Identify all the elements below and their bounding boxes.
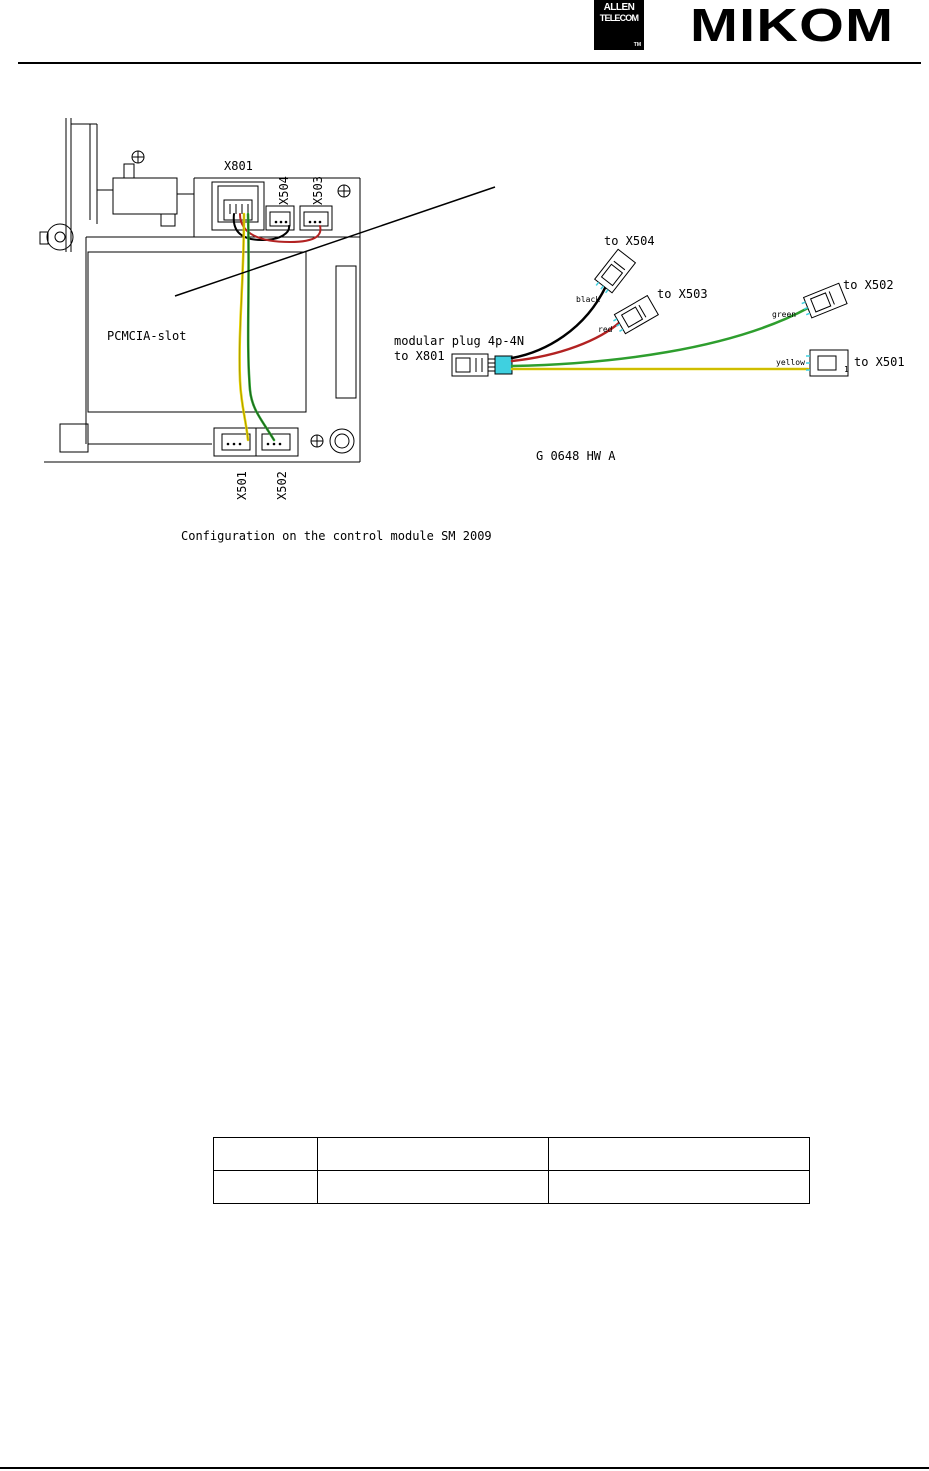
control-module-drawing bbox=[40, 118, 360, 462]
label-x503: X503 bbox=[311, 176, 325, 205]
table-cell bbox=[549, 1171, 810, 1204]
label-wire-green: green bbox=[772, 310, 797, 319]
label-x801: X801 bbox=[224, 159, 253, 173]
label-to-x501: to X501 bbox=[854, 355, 905, 369]
label-x501: X501 bbox=[235, 471, 249, 500]
label-to-x502: to X502 bbox=[843, 278, 894, 292]
housing-x503 bbox=[611, 296, 658, 336]
housing-x501 bbox=[806, 350, 848, 376]
label-to-x503: to X503 bbox=[657, 287, 708, 301]
label-to-x504: to X504 bbox=[604, 234, 655, 248]
logo-tm: TM bbox=[633, 42, 641, 48]
label-pin-one: 1 bbox=[844, 365, 849, 374]
wiring-diagram bbox=[0, 0, 929, 560]
figure-caption: Configuration on the control module SM 2009 bbox=[181, 529, 492, 543]
logo-text-telecom: TELECOM bbox=[599, 13, 639, 23]
table-row bbox=[214, 1138, 810, 1171]
board-wires bbox=[234, 214, 321, 440]
drawing-number: G 0648 HW A bbox=[536, 449, 616, 463]
label-pcmcia-slot: PCMCIA-slot bbox=[107, 329, 187, 343]
logo-text-allen: ALLEN bbox=[603, 2, 635, 13]
plug-sleeve bbox=[495, 356, 512, 374]
table-cell bbox=[214, 1171, 318, 1204]
housing-x502 bbox=[800, 283, 847, 319]
label-plug-line1: modular plug 4p-4N bbox=[394, 334, 525, 348]
table-cell bbox=[214, 1138, 318, 1171]
spec-table bbox=[213, 1137, 810, 1204]
label-wire-yellow: yellow bbox=[776, 358, 805, 367]
label-wire-red: red bbox=[598, 325, 613, 334]
housing-x504 bbox=[592, 249, 635, 296]
table-row bbox=[214, 1171, 810, 1204]
footer-divider bbox=[0, 1467, 929, 1469]
wire-green bbox=[512, 308, 808, 366]
table-cell bbox=[318, 1171, 549, 1204]
label-plug-line2: to X801 bbox=[394, 349, 445, 363]
label-x502: X502 bbox=[275, 471, 289, 500]
table-cell bbox=[318, 1138, 549, 1171]
modular-plug bbox=[452, 354, 488, 376]
section-line bbox=[175, 187, 495, 296]
table-cell bbox=[549, 1138, 810, 1171]
mikom-logo: MIKOM bbox=[690, 0, 895, 51]
label-wire-black: black bbox=[576, 295, 601, 304]
label-x504: X504 bbox=[277, 176, 291, 205]
